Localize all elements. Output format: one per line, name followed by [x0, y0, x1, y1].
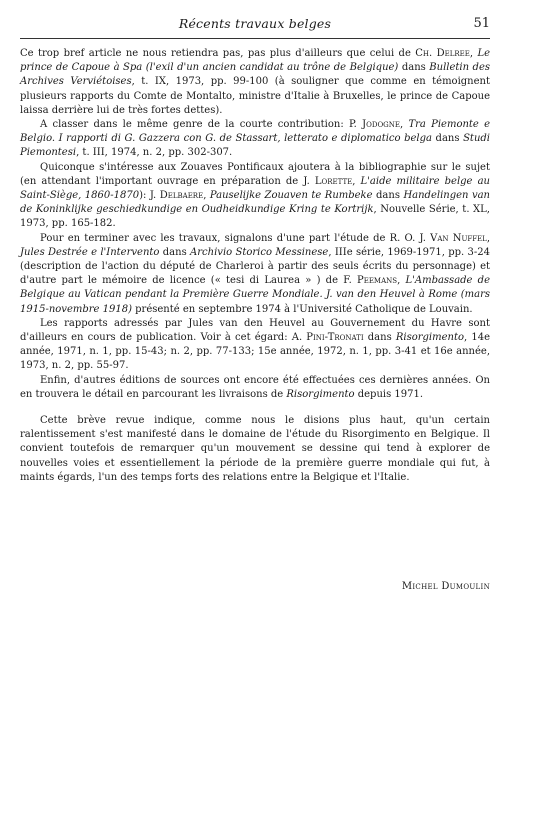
italic-title: L'Ambassade de Belgique au Vatican pendant la Première Guerre Mondiale. J. van den Heuvel à Rome (mars 1915-novembre 1918) — [20, 275, 491, 315]
paragraph: Enfin, d'autres éditions de sources ont encore été effectuées ces dernières années. On en trouvera le détail en parcourant les livraisons de Risorgimento depuis 1971. — [20, 374, 490, 400]
italic-title: Pauselijke Zouaven te Rumbeke — [209, 190, 373, 202]
italic-title: Handelingen van de Koninklijke geschiedkundige en Oudheidkundige Kring te Kortrijk — [20, 190, 491, 216]
italic-title: Le prince de Capoue à Spa (l'exil d'un ancien candidat au trône de Belgique) — [20, 48, 490, 74]
italic-title: Studi Piemontesi — [20, 133, 490, 159]
italic-title: L'aide militaire belge au Saint-Siège, 1860-1870 — [20, 175, 490, 202]
author-name: Peemans — [356, 275, 398, 287]
author-signature: Michel Dumoulin — [401, 581, 490, 592]
author-name: Jodogne — [362, 119, 401, 131]
italic-title: Tra Piemonte e Belgio. I rapporti di G. Gazzera con G. de Stassart, letterato e diplomatico belga — [20, 119, 491, 145]
italic-title: Risorgimento — [395, 332, 465, 344]
running-title: Récents travaux belges — [178, 16, 332, 31]
paragraph: A classer dans le même genre de la courte contribution: P. Jodogne, Tra Piemonte e Belgio. I rapporti di G. Gazzera con G. de Stassart, letterato e diplomatico belga dans Studi Piemontesi, t. III, 1974, n. 2, pp. 302-307. — [20, 119, 491, 159]
paragraph: Cette brève revue indique, comme nous le disions plus haut, qu'un certain ralentissement s'est manifesté dans le domaine de l'étude du Risorgimento en Belgique. Il convient toutefois de remarquer qu'un mouvement se dessine qui tend à explorer de nouvelles voies et essentiellement la période de la première guerre mondiale qui fut, à maints égards, l'un des temps forts des relations entre la Belgique et l'Italie. — [20, 415, 490, 483]
paragraph: Ce trop bref article ne nous retiendra pas, pas plus d'ailleurs que celui de Ch. Delree, Le prince de Capoue à Spa (l'exil d'un ancien candidat au trône de Belgique) dans Bulletin des Archives Verviétoises, t. IX, 1973, pp. 99-100 (à souligner que comme en témoignent plusieurs rapports du Comte de Montalto, ministre d'Italie à Bruxelles, le prince de Capoue laissa derrière lui de très fortes dettes). — [20, 48, 491, 116]
running-header — [20, 16, 490, 39]
author-name: Van Nuffel — [430, 232, 487, 244]
paragraph: Les rapports adressés par Jules van den Heuvel au Gouvernement du Havre sont d'ailleurs en cours de publication. Voir à cet égard: A. Pini-Tronati dans Risorgimento, 14e année, 1971, n. 1, pp. 15-43; n. 2, pp. 77-133; 15e année, 1972, n. 1, pp. 3-41 et 16e année, 1973, n. 2, pp. 55-97. — [20, 317, 490, 372]
paragraph: Pour en terminer avec les travaux, signalons d'une part l'étude de R. O. J. Van Nuffel, Jules Destrée e l'Intervento dans Archivio Storico Messinese, IIIe série, 1969-1971, pp. 3-24 (description de l'action du député de Charleroi à partir des seuls écrits du personnage) et d'autre part le mémoire de licence (« tesi di Laurea » ) de F. Peemans, L'Ambassade de Belgique au Vatican pendant la Première Guerre Mondiale. J. van den Heuvel à Rome (mars 1915-novembre 1918) présenté en septembre 1974 à l'Université Catholique de Louvain. — [20, 232, 491, 315]
italic-title: Archivio Storico Messinese — [190, 246, 329, 258]
italic-title: Risorgimento — [286, 388, 355, 400]
page-number: 51 — [473, 16, 490, 31]
author-name: Delbaere — [159, 190, 204, 202]
paragraph: Quiconque s'intéresse aux Zouaves Pontificaux ajoutera à la bibliographie sur le sujet (en attendant l'important ouvrage en préparation de J. Lorette, L'aide militaire belge au Saint-Siège, 1860-1870): J. Delbaere, Pauselijke Zouaven te Rumbeke dans Handelingen van de Koninklijke geschiedkundige en Oudheidkundige Kring te Kortrijk, Nouvelle Série, t. XL, 1973, pp. 165-182. — [20, 161, 491, 230]
author-name: Pini-Tronati — [306, 332, 364, 344]
italic-title: Bulletin des Archives Verviétoises — [20, 62, 491, 88]
author-name: Lorette — [314, 175, 353, 187]
author-name: Ch. Delree — [415, 48, 470, 59]
article-body — [20, 47, 490, 485]
italic-title: Jules Destrée e l'Intervento — [20, 246, 160, 258]
